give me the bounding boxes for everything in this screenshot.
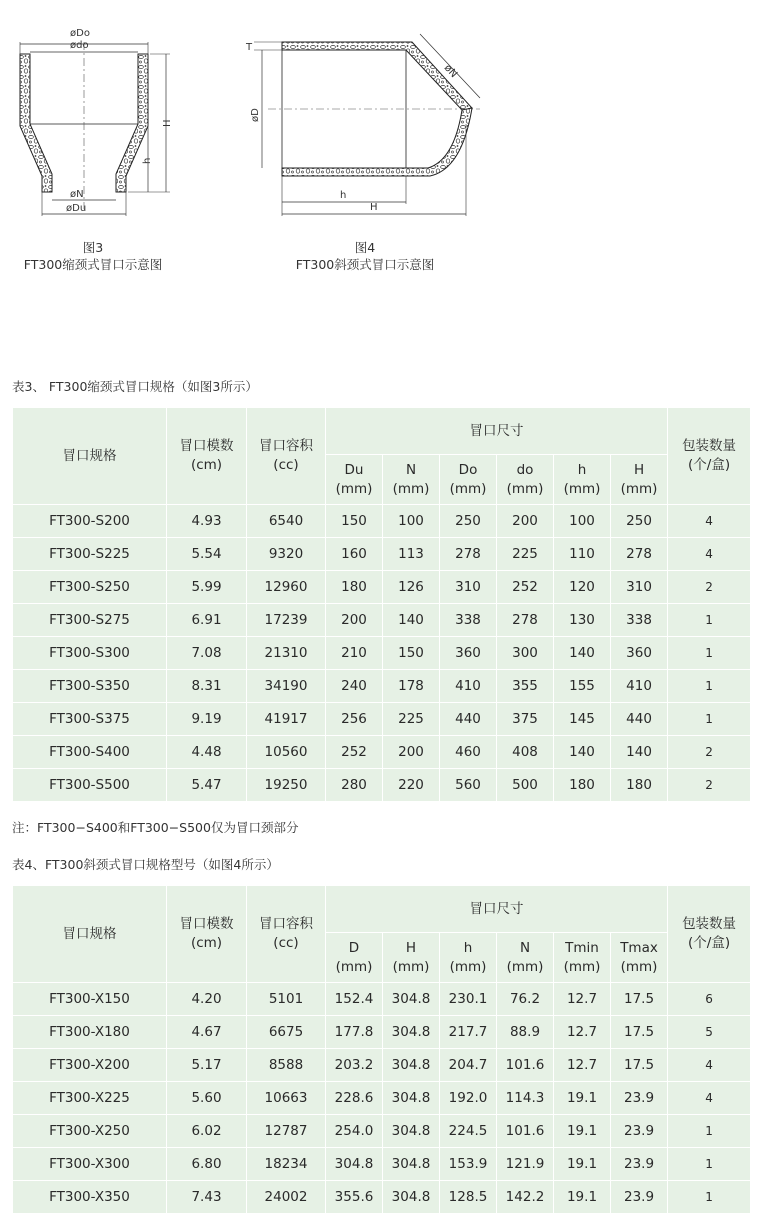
t3-dim-name: Du — [344, 461, 364, 478]
value-cell: 225 — [497, 538, 554, 571]
value-cell: 200 — [383, 736, 440, 769]
pack-cell: 2 — [668, 736, 751, 769]
t4-header-volume — [247, 886, 326, 983]
value-cell: 338 — [611, 604, 668, 637]
table-row — [13, 538, 751, 571]
value-cell: 6675 — [247, 1016, 326, 1049]
table-row — [13, 983, 751, 1016]
value-cell: 9320 — [247, 538, 326, 571]
value-cell: 34190 — [247, 670, 326, 703]
value-cell: 210 — [326, 637, 383, 670]
figure-3-title: FT300缩颈式冒口示意图 — [23, 257, 163, 272]
t4-dim-unit: (mm) — [506, 958, 544, 975]
value-cell: 178 — [383, 670, 440, 703]
value-cell: 6.80 — [167, 1148, 247, 1181]
value-cell: 250 — [440, 505, 497, 538]
t3-header-volume-label: 冒口容积 — [259, 438, 313, 454]
t3-dim-col — [497, 455, 554, 505]
value-cell: 355.6 — [326, 1181, 383, 1214]
value-cell: 192.0 — [440, 1082, 497, 1115]
value-cell: 355 — [497, 670, 554, 703]
value-cell: 278 — [497, 604, 554, 637]
value-cell: 17.5 — [611, 1049, 668, 1082]
value-cell: 6.02 — [167, 1115, 247, 1148]
value-cell: 7.43 — [167, 1181, 247, 1214]
t3-dim-name: h — [577, 461, 587, 478]
t4-dim-name: h — [463, 939, 473, 956]
value-cell: 278 — [440, 538, 497, 571]
t3-dim-unit: (mm) — [392, 480, 430, 497]
t4-header-volume-unit: (cc) — [273, 935, 299, 951]
table-row — [13, 1049, 751, 1082]
value-cell: 278 — [611, 538, 668, 571]
table-row — [13, 1181, 751, 1214]
value-cell: 24002 — [247, 1181, 326, 1214]
t4-header-dims: 冒口尺寸 — [326, 886, 668, 933]
value-cell: 140 — [611, 736, 668, 769]
spec-cell: FT300-S250 — [13, 571, 167, 604]
table-3-title: 表3、 FT300缩颈式冒口规格（如图3所示） — [12, 379, 258, 394]
value-cell: 6540 — [247, 505, 326, 538]
value-cell: 6.91 — [167, 604, 247, 637]
value-cell: 19250 — [247, 769, 326, 802]
t4-dim-col — [440, 933, 497, 983]
value-cell: 304.8 — [383, 1082, 440, 1115]
figure-4-title: FT300斜颈式冒口示意图 — [295, 257, 435, 272]
spec-cell: FT300-S300 — [13, 637, 167, 670]
spec-cell: FT300-S350 — [13, 670, 167, 703]
value-cell: 5101 — [247, 983, 326, 1016]
value-cell: 254.0 — [326, 1115, 383, 1148]
value-cell: 150 — [326, 505, 383, 538]
t3-header-modulus — [167, 408, 247, 505]
pack-cell: 2 — [668, 571, 751, 604]
fig3-label-n: øN — [70, 189, 84, 200]
value-cell: 180 — [326, 571, 383, 604]
value-cell: 12.7 — [554, 1016, 611, 1049]
pack-cell: 1 — [668, 1181, 751, 1214]
value-cell: 177.8 — [326, 1016, 383, 1049]
t4-dim-unit: (mm) — [335, 958, 373, 975]
value-cell: 145 — [554, 703, 611, 736]
t4-header-modulus-unit: (cm) — [190, 935, 223, 951]
value-cell: 200 — [326, 604, 383, 637]
t4-dim-col — [497, 933, 554, 983]
table-3-body — [13, 505, 751, 802]
t4-dim-name: H — [405, 939, 417, 956]
t4-dim-name: Tmax — [620, 939, 658, 956]
value-cell: 225 — [383, 703, 440, 736]
value-cell: 360 — [440, 637, 497, 670]
t4-dim-unit: (mm) — [392, 958, 430, 975]
value-cell: 230.1 — [440, 983, 497, 1016]
t4-dim-col — [383, 933, 440, 983]
t3-dim-col — [554, 455, 611, 505]
value-cell: 41917 — [247, 703, 326, 736]
t4-header-modulus-label: 冒口模数 — [179, 916, 234, 932]
t3-header-volume-unit: (cc) — [273, 457, 299, 473]
t4-dim-col — [611, 933, 668, 983]
value-cell: 18234 — [247, 1148, 326, 1181]
t3-dim-unit: (mm) — [506, 480, 544, 497]
value-cell: 410 — [611, 670, 668, 703]
spec-cell: FT300-X200 — [13, 1049, 167, 1082]
value-cell: 5.47 — [167, 769, 247, 802]
pack-cell: 4 — [668, 538, 751, 571]
value-cell: 304.8 — [383, 1049, 440, 1082]
value-cell: 280 — [326, 769, 383, 802]
value-cell: 180 — [611, 769, 668, 802]
pack-cell: 4 — [668, 505, 751, 538]
table-4 — [12, 885, 751, 1214]
pack-cell: 1 — [668, 604, 751, 637]
value-cell: 338 — [440, 604, 497, 637]
pack-cell: 1 — [668, 637, 751, 670]
value-cell: 304.8 — [383, 1181, 440, 1214]
value-cell: 21310 — [247, 637, 326, 670]
fig4-label-h: h — [340, 190, 347, 201]
pack-cell: 6 — [668, 983, 751, 1016]
table-row — [13, 736, 751, 769]
value-cell: 375 — [497, 703, 554, 736]
value-cell: 17.5 — [611, 1016, 668, 1049]
value-cell: 113 — [383, 538, 440, 571]
value-cell: 250 — [611, 505, 668, 538]
value-cell: 152.4 — [326, 983, 383, 1016]
value-cell: 76.2 — [497, 983, 554, 1016]
fig4-label-N: øN — [441, 62, 460, 81]
pack-cell: 1 — [668, 703, 751, 736]
table-row — [13, 505, 751, 538]
value-cell: 100 — [554, 505, 611, 538]
value-cell: 155 — [554, 670, 611, 703]
value-cell: 140 — [554, 736, 611, 769]
table-row — [13, 571, 751, 604]
t4-header-pack — [668, 886, 751, 983]
t4-header-modulus — [167, 886, 247, 983]
pack-cell: 4 — [668, 1082, 751, 1115]
fig4-label-T: T — [246, 42, 253, 53]
figure-4-number: 图4 — [354, 240, 376, 255]
value-cell: 256 — [326, 703, 383, 736]
value-cell: 300 — [497, 637, 554, 670]
value-cell: 240 — [326, 670, 383, 703]
t3-dim-unit: (mm) — [449, 480, 487, 497]
t3-dim-col — [611, 455, 668, 505]
value-cell: 220 — [383, 769, 440, 802]
fig3-label-do-inner: ødo — [70, 40, 89, 51]
t3-dim-name: do — [516, 461, 534, 478]
table-row — [13, 1148, 751, 1181]
table-row — [13, 703, 751, 736]
value-cell: 19.1 — [554, 1115, 611, 1148]
value-cell: 23.9 — [611, 1082, 668, 1115]
t3-header-pack — [668, 408, 751, 505]
spec-cell: FT300-S275 — [13, 604, 167, 637]
table-row — [13, 1016, 751, 1049]
value-cell: 4.48 — [167, 736, 247, 769]
t3-header-spec: 冒口规格 — [13, 408, 167, 505]
value-cell: 120 — [554, 571, 611, 604]
t4-dim-unit: (mm) — [563, 958, 601, 975]
value-cell: 100 — [383, 505, 440, 538]
value-cell: 217.7 — [440, 1016, 497, 1049]
value-cell: 7.08 — [167, 637, 247, 670]
fig3-label-h: h — [142, 157, 153, 164]
table-3-note: 注：FT300−S400和FT300−S500仅为冒口颈部分 — [12, 820, 299, 835]
t4-header-pack-unit: (个/盒) — [688, 935, 731, 951]
t4-dim-col — [554, 933, 611, 983]
figure-4-diagram — [240, 14, 500, 224]
value-cell: 19.1 — [554, 1181, 611, 1214]
value-cell: 460 — [440, 736, 497, 769]
value-cell: 4.67 — [167, 1016, 247, 1049]
t4-dim-col — [326, 933, 383, 983]
value-cell: 19.1 — [554, 1082, 611, 1115]
value-cell: 252 — [326, 736, 383, 769]
value-cell: 10560 — [247, 736, 326, 769]
value-cell: 304.8 — [326, 1148, 383, 1181]
value-cell: 410 — [440, 670, 497, 703]
spec-cell: FT300-X300 — [13, 1148, 167, 1181]
value-cell: 5.54 — [167, 538, 247, 571]
value-cell: 5.60 — [167, 1082, 247, 1115]
table-row — [13, 1082, 751, 1115]
value-cell: 200 — [497, 505, 554, 538]
value-cell: 304.8 — [383, 983, 440, 1016]
spec-cell: FT300-X180 — [13, 1016, 167, 1049]
t3-header-pack-unit: (个/盒) — [688, 457, 731, 473]
fig3-label-do-outer: øDo — [70, 28, 90, 39]
table-row — [13, 637, 751, 670]
value-cell: 4.93 — [167, 505, 247, 538]
value-cell: 9.19 — [167, 703, 247, 736]
table-row — [13, 670, 751, 703]
value-cell: 560 — [440, 769, 497, 802]
table-4-body — [13, 983, 751, 1214]
value-cell: 110 — [554, 538, 611, 571]
value-cell: 126 — [383, 571, 440, 604]
value-cell: 252 — [497, 571, 554, 604]
value-cell: 12960 — [247, 571, 326, 604]
value-cell: 23.9 — [611, 1115, 668, 1148]
t4-dim-name: Tmin — [565, 939, 599, 956]
t4-header-spec: 冒口规格 — [13, 886, 167, 983]
t4-dim-name: D — [348, 939, 360, 956]
spec-cell: FT300-X250 — [13, 1115, 167, 1148]
value-cell: 101.6 — [497, 1115, 554, 1148]
value-cell: 128.5 — [440, 1181, 497, 1214]
t3-header-pack-label: 包装数量 — [682, 438, 737, 454]
value-cell: 88.9 — [497, 1016, 554, 1049]
value-cell: 23.9 — [611, 1148, 668, 1181]
value-cell: 360 — [611, 637, 668, 670]
value-cell: 228.6 — [326, 1082, 383, 1115]
t3-header-modulus-unit: (cm) — [190, 457, 223, 473]
value-cell: 17.5 — [611, 983, 668, 1016]
value-cell: 121.9 — [497, 1148, 554, 1181]
value-cell: 310 — [611, 571, 668, 604]
figure-4-caption — [280, 239, 450, 273]
t4-dim-name: N — [519, 939, 531, 956]
value-cell: 10663 — [247, 1082, 326, 1115]
t3-dim-name: H — [633, 461, 645, 478]
fig3-label-du: øDu — [66, 203, 87, 214]
t3-dim-col — [383, 455, 440, 505]
value-cell: 12.7 — [554, 983, 611, 1016]
table-row — [13, 604, 751, 637]
value-cell: 160 — [326, 538, 383, 571]
value-cell: 304.8 — [383, 1016, 440, 1049]
value-cell: 140 — [383, 604, 440, 637]
table-row — [13, 769, 751, 802]
value-cell: 204.7 — [440, 1049, 497, 1082]
value-cell: 180 — [554, 769, 611, 802]
value-cell: 12.7 — [554, 1049, 611, 1082]
value-cell: 310 — [440, 571, 497, 604]
value-cell: 408 — [497, 736, 554, 769]
value-cell: 8.31 — [167, 670, 247, 703]
t4-header-volume-label: 冒口容积 — [259, 916, 313, 932]
t3-dim-unit: (mm) — [335, 480, 373, 497]
value-cell: 304.8 — [383, 1115, 440, 1148]
t4-dim-unit: (mm) — [449, 958, 487, 975]
pack-cell: 2 — [668, 769, 751, 802]
value-cell: 203.2 — [326, 1049, 383, 1082]
t3-header-modulus-label: 冒口模数 — [179, 438, 234, 454]
spec-cell: FT300-X225 — [13, 1082, 167, 1115]
spec-cell: FT300-S375 — [13, 703, 167, 736]
spec-cell: FT300-X350 — [13, 1181, 167, 1214]
value-cell: 142.2 — [497, 1181, 554, 1214]
value-cell: 150 — [383, 637, 440, 670]
t3-header-dims: 冒口尺寸 — [326, 408, 668, 455]
t3-dim-name: Do — [458, 461, 478, 478]
table-row — [13, 1115, 751, 1148]
t3-dim-col — [326, 455, 383, 505]
t4-header-pack-label: 包装数量 — [682, 916, 737, 932]
t3-dim-unit: (mm) — [563, 480, 601, 497]
t3-dim-col — [440, 455, 497, 505]
value-cell: 5.17 — [167, 1049, 247, 1082]
t3-dim-unit: (mm) — [620, 480, 658, 497]
pack-cell: 1 — [668, 1148, 751, 1181]
value-cell: 12787 — [247, 1115, 326, 1148]
value-cell: 17239 — [247, 604, 326, 637]
fig3-label-H: H — [162, 119, 173, 127]
fig4-label-D: øD — [250, 108, 261, 122]
value-cell: 130 — [554, 604, 611, 637]
table-3 — [12, 407, 751, 802]
t4-dim-unit: (mm) — [620, 958, 658, 975]
value-cell: 440 — [611, 703, 668, 736]
pack-cell: 5 — [668, 1016, 751, 1049]
value-cell: 101.6 — [497, 1049, 554, 1082]
table-4-title: 表4、FT300斜颈式冒口规格型号（如图4所示） — [12, 857, 279, 872]
spec-cell: FT300-S225 — [13, 538, 167, 571]
value-cell: 8588 — [247, 1049, 326, 1082]
value-cell: 153.9 — [440, 1148, 497, 1181]
spec-cell: FT300-S400 — [13, 736, 167, 769]
value-cell: 5.99 — [167, 571, 247, 604]
pack-cell: 1 — [668, 1115, 751, 1148]
spec-cell: FT300-S200 — [13, 505, 167, 538]
value-cell: 500 — [497, 769, 554, 802]
value-cell: 23.9 — [611, 1181, 668, 1214]
value-cell: 19.1 — [554, 1148, 611, 1181]
t3-dim-name: N — [405, 461, 417, 478]
fig4-label-H: H — [370, 202, 378, 213]
value-cell: 4.20 — [167, 983, 247, 1016]
t3-header-volume — [247, 408, 326, 505]
value-cell: 114.3 — [497, 1082, 554, 1115]
figure-3-caption — [8, 239, 178, 273]
value-cell: 440 — [440, 703, 497, 736]
figure-3-diagram — [8, 14, 198, 224]
value-cell: 224.5 — [440, 1115, 497, 1148]
value-cell: 140 — [554, 637, 611, 670]
spec-cell: FT300-X150 — [13, 983, 167, 1016]
figure-3-number: 图3 — [82, 240, 104, 255]
spec-cell: FT300-S500 — [13, 769, 167, 802]
pack-cell: 4 — [668, 1049, 751, 1082]
pack-cell: 1 — [668, 670, 751, 703]
value-cell: 304.8 — [383, 1148, 440, 1181]
